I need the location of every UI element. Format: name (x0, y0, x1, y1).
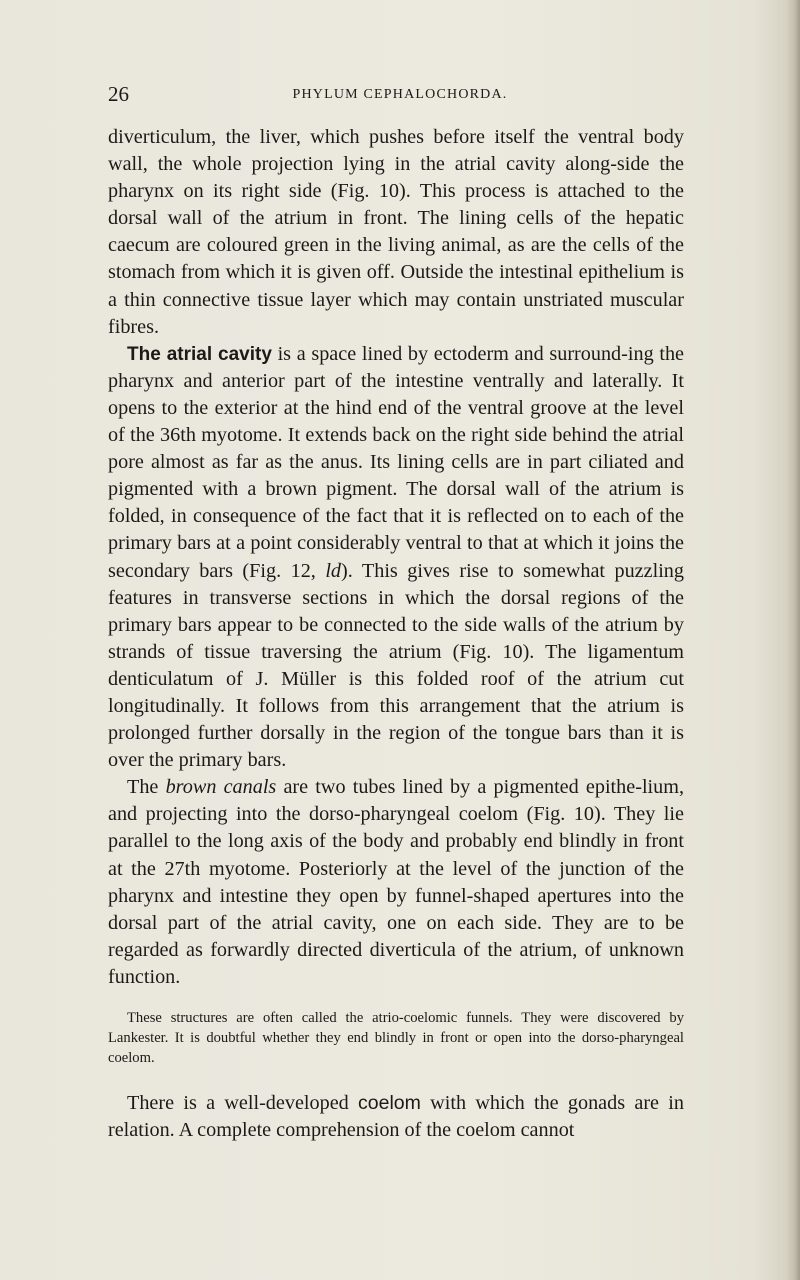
paragraph-coelom-text: with which the gonads are in relation. A complete comprehension of the coelom cannot (108, 1092, 684, 1142)
page-edge-shadow (786, 0, 800, 1280)
paragraph-coelom-lead: There is a well-developed (127, 1092, 359, 1115)
page-number: 26 (108, 82, 129, 106)
paragraph-atrial-cavity (108, 341, 684, 775)
running-title: PHYLUM CEPHALOCHORDA. (292, 87, 508, 102)
paragraph-atrial-cavity-text-2: ). This gives rise to somewhat puzzling features in transverse sections in which the dorsal regions of the primary bars appear to be connected to the side walls of the atrium by strands of tissue traversing the atrium (Fig. 10). The ligamentum denticulatum of J. Müller is this folded roof of the atrium cut longitudinally. It follows from this arrangement that the atrium is prolonged further dorsally in the region of the tongue bars than it is over the primary bars. (108, 559, 684, 772)
paragraph-brown-canals-lead: The (127, 776, 166, 799)
paragraph-coelom (108, 1090, 684, 1144)
paragraph-liver: diverticulum, the liver, which pushes before itself the ventral body wall, the whole projection lying in the atrial cavity along-side the pharynx on its right side (Fig. 10). This process is attached to the dorsal wall of the atrium in front. The lining cells of the hepatic caecum are coloured green in the living animal, as are the cells of the stomach from which it is given off. Outside the intestinal epithelium is a thin connective tissue layer which may contain unstriated muscular fibres. (108, 126, 684, 338)
body-text (108, 124, 684, 1145)
figure-label-ld: ld (325, 559, 342, 582)
small-print-note: These structures are often called the atrio-coelomic funnels. They were discovered by Lankester. It is doubtful whether they end blindly in front or open into the dorso-pharyngeal coelom. (108, 1010, 684, 1066)
term-atrial-cavity: The atrial cavity (127, 343, 272, 365)
term-coelom: coelom (358, 1092, 421, 1115)
paragraph-atrial-cavity-text-1: is a space lined by ectoderm and surround-ing the pharynx and anterior part of the intestine ventrally and laterally. It opens to the exterior at the hind end of the ventral groove at the level of the 36th myotome. It extends back on the right side behind the atrial pore almost as far as the anus. Its lining cells are in part ciliated and pigmented with a brown pigment. The dorsal wall of the atrium is folded, in consequence of the fact that it is reflected on to each of the primary bars at a point considerably ventral to that at which it joins the secondary bars (Fig. 12, (108, 342, 684, 582)
paragraph-brown-canals-text: are two tubes lined by a pigmented epithe-lium, and projecting into the dorso-pharyngeal coelom (Fig. 10). They lie parallel to the long axis of the body and probably end blindly in front at the 27th myotome. Posteriorly at the level of the junction of the pharynx and intestine they open by funnel-shaped apertures into the dorsal part of the atrial cavity, one on each side. They are to be regarded as forwardly directed diverticula of the atrium, of unknown function. (108, 776, 685, 988)
paragraph-brown-canals (108, 774, 684, 991)
term-brown-canals: brown canals (165, 776, 277, 799)
